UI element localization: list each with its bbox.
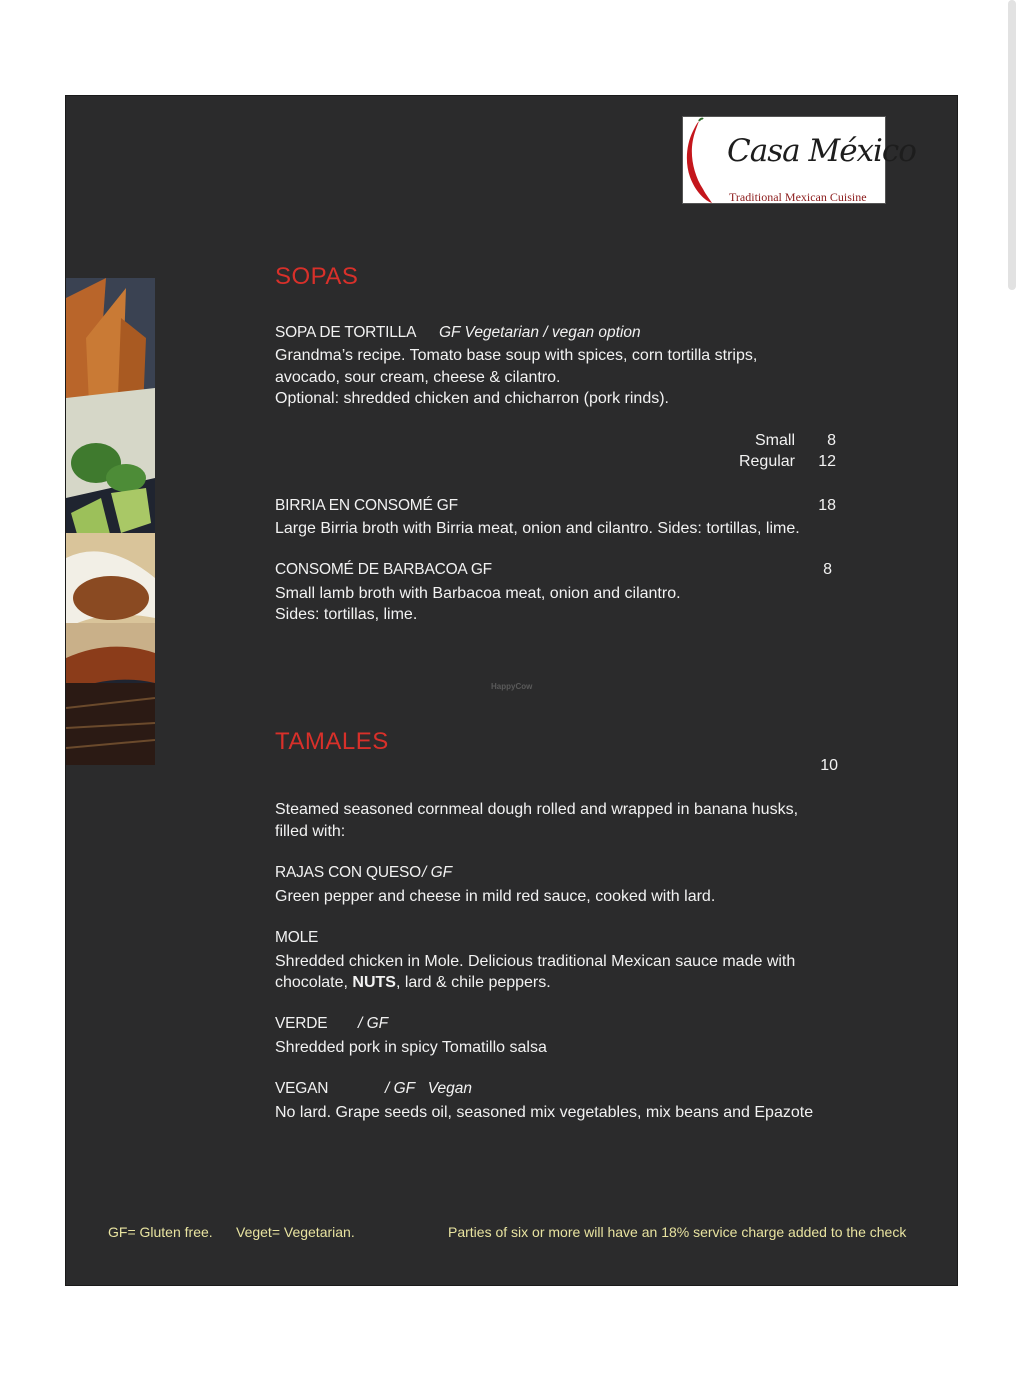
logo-tagline: Traditional Mexican Cuisine [729,190,867,204]
size-label-small: Small [754,432,795,449]
item-desc-line: Small lamb broth with Barbacoa meat, onion and cilantro. [275,585,681,602]
item-desc-line: Shredded chicken in Mole. Delicious traditional Mexican sauce made with [275,953,796,970]
price-tamales: 10 [820,757,838,774]
section-heading-sopas: SOPAS [275,263,359,290]
footer-veget-note: Veget= Vegetarian. [236,1224,355,1240]
section-heading-tamales: TAMALES [275,728,389,755]
item-desc-line: Optional: shredded chicken and chicharron (pork rinds). [275,390,669,407]
price-small: 8 [827,432,836,449]
item-name-sopa-de-tortilla: SOPA DE TORTILLA [275,324,417,341]
tamales-intro-line: filled with: [275,823,346,840]
desc-text: , lard & chile peppers. [395,974,551,991]
item-desc-line: Green pepper and cheese in mild red sauce, cooked with lard. [275,888,716,905]
restaurant-logo [682,116,916,204]
chili-pepper-icon [683,117,723,205]
page-scrollbar[interactable] [1008,0,1016,290]
item-tags-vegan: / GF Vegan [385,1080,473,1097]
item-desc-line: Shredded pork in spicy Tomatillo salsa [275,1039,547,1056]
item-name-verde: VERDE [275,1015,328,1032]
watermark: HappyCow [491,682,533,691]
item-name-mole: MOLE [275,929,319,946]
item-desc-line: avocado, sour cream, cheese & cilantro. [275,369,561,386]
price-barbacoa: 8 [823,561,832,578]
item-desc-line: Large Birria broth with Birria meat, onion and cilantro. Sides: tortillas, lime. [275,520,800,537]
tamales-intro-line: Steamed seasoned cornmeal dough rolled and wrapped in banana husks, [275,801,799,818]
desc-text: chocolate, [275,974,353,991]
item-name-barbacoa: CONSOMÉ DE BARBACOA GF [275,561,492,578]
food-photo [66,278,155,765]
item-desc-line: No lard. Grape seeds oil, seasoned mix vegetables, mix beans and Epazote [275,1104,814,1121]
item-tags-sopa-de-tortilla: GF Vegetarian / vegan option [439,324,641,341]
nuts-warning: NUTS [352,974,396,991]
item-name-rajas-con-queso: RAJAS CON QUESO [275,864,421,881]
menu-page [65,95,958,1286]
logo-name: Casa México [727,133,916,169]
item-name-vegan: VEGAN [275,1080,329,1097]
footer-service-charge: Parties of six or more will have an 18% service charge added to the check [448,1224,907,1240]
size-label-regular: Regular [738,453,795,470]
item-name-birria: BIRRIA EN CONSOMÉ GF [275,497,458,514]
item-tags-verde: / GF [358,1015,389,1032]
item-tags-rajas-con-queso: / GF [422,864,453,881]
footer-gf-note: GF= Gluten free. [108,1224,213,1240]
item-desc-line: Grandma’s recipe. Tomato base soup with spices, corn tortilla strips, [275,347,758,364]
price-birria: 18 [818,497,836,514]
item-desc-line: Sides: tortillas, lime. [275,606,418,623]
item-desc-line [275,972,551,994]
price-regular: 12 [818,453,836,470]
